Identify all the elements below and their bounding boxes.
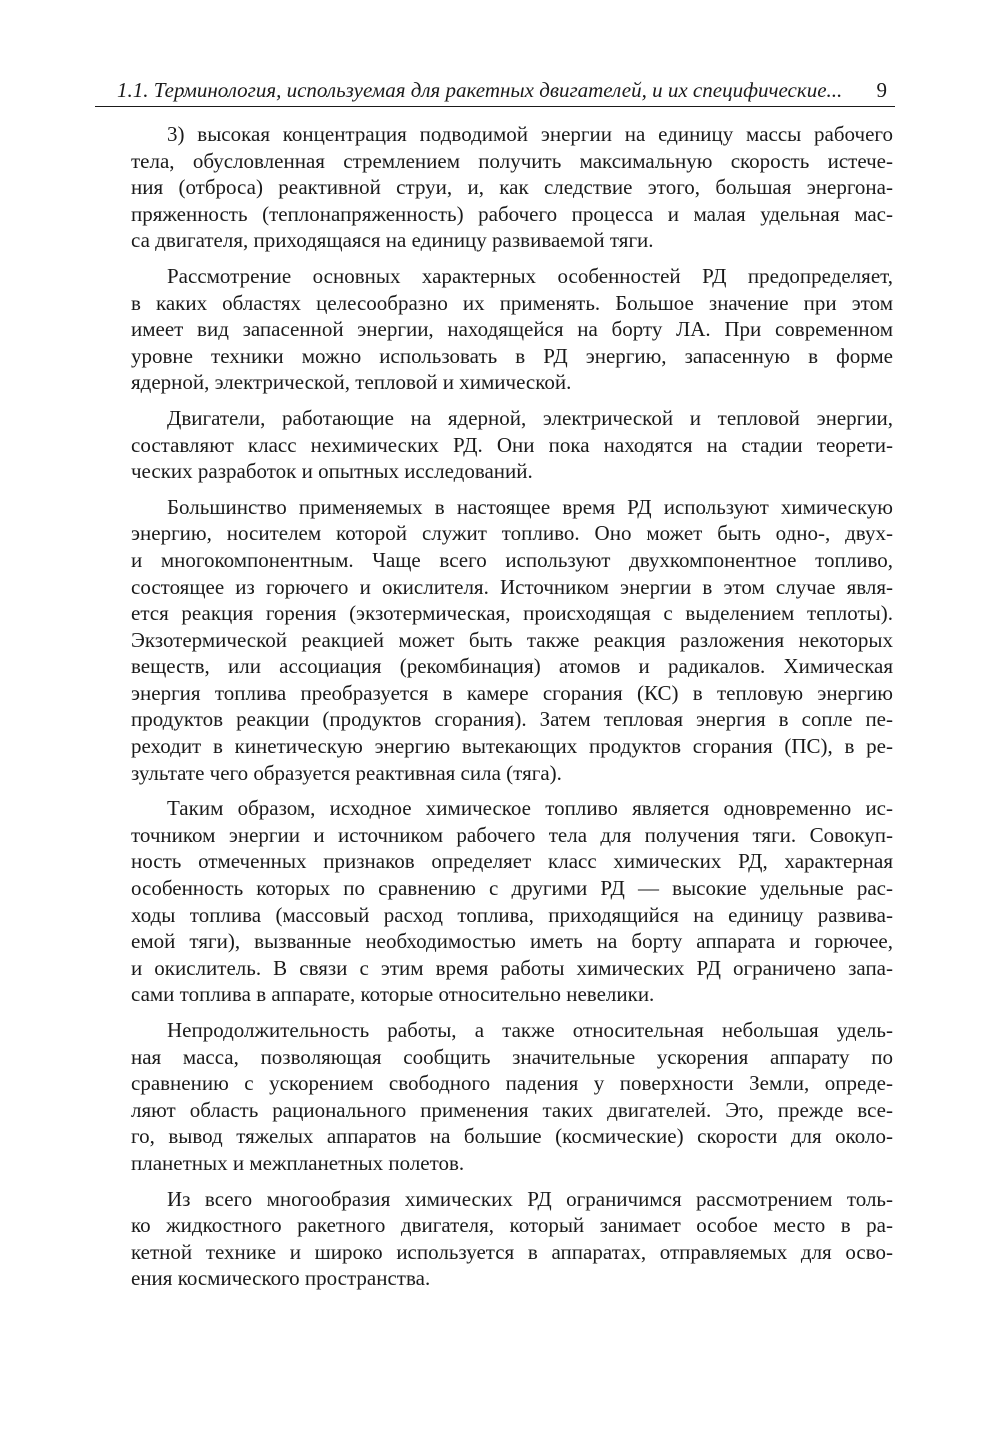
- text-line: сами топлива в аппарате, которые относительно невелики.: [131, 982, 655, 1007]
- text-line: ческих разработок и опытных исследований.: [131, 459, 533, 484]
- text-line: го, вывод тяжелых аппаратов на большие (космические) скорости для около-: [131, 1124, 893, 1149]
- header-rule: [95, 106, 895, 107]
- paragraph-1: [95, 121, 893, 254]
- page-number: 9: [876, 78, 887, 102]
- text-line: ность отмеченных признаков определяет класс химических РД, характерная: [131, 849, 893, 874]
- text-line: сравнению с ускорением свободного падения у поверхности Земли, опреде-: [131, 1071, 893, 1096]
- text-line: энергия топлива преобразуется в камере сгорания (КС) в тепловую энергию: [131, 680, 893, 705]
- text-line: планетных и межпланетных полетов.: [131, 1150, 465, 1175]
- text-line: и многокомпонентным. Чаще всего используют двухкомпонентное топливо,: [131, 547, 893, 572]
- page-header: [95, 76, 895, 104]
- paragraph-2: [95, 263, 893, 396]
- text-line: емой тяги), вызванные необходимостью иметь на борту аппарата и горючее,: [131, 929, 893, 954]
- text-line: состоящее из горючего и окислителя. Источником энергии в этом случае явля-: [131, 574, 893, 599]
- text-line: уровне техники можно использовать в РД энергию, запасенную в форме: [131, 343, 893, 368]
- text-line: пряженность (теплонапряженность) рабочего процесса и малая удельная мас-: [131, 201, 893, 226]
- text-line: ко жидкостного ракетного двигателя, который занимает особое место в ра-: [131, 1213, 893, 1238]
- text-line: ляют область рационального применения таких двигателей. Это, прежде все-: [131, 1097, 893, 1122]
- text-line: Из всего многообразия химических РД ограничимся рассмотрением толь-: [167, 1186, 893, 1211]
- text-line: ния (отброса) реактивной струи, и, как следствие этого, большая энергона-: [131, 175, 893, 200]
- text-line: ходы топлива (массовый расход топлива, приходящийся на единицу развива-: [131, 902, 893, 927]
- text-line: точником энергии и источником рабочего тела для получения тяги. Совокуп-: [131, 822, 893, 847]
- text-line: ется реакция горения (экзотермическая, происходящая с выделением теплоты).: [131, 601, 893, 626]
- running-title: 1.1. Терминология, используемая для ракетных двигателей, и их специфические...: [117, 78, 843, 102]
- paragraph-5: [95, 795, 893, 1008]
- text-line: 3) высокая концентрация подводимой энергии на единицу массы рабочего: [167, 122, 893, 146]
- text-line: и окислитель. В связи с этим время работы химических РД ограничено запа-: [131, 955, 893, 980]
- text-line: Экзотермической реакцией может быть также реакция разложения некоторых: [131, 627, 893, 652]
- paragraph-7: [95, 1186, 893, 1292]
- text-line: энергию, носителем которой служит топливо. Оно может быть одно-, двух-: [131, 521, 893, 546]
- text-line: ная масса, позволяющая сообщить значительные ускорения аппарату по: [131, 1044, 893, 1069]
- text-line: са двигателя, приходящаяся на единицу развиваемой тяги.: [131, 228, 654, 253]
- text-line: Непродолжительность работы, а также относительная небольшая удель-: [167, 1018, 893, 1042]
- text-line: Большинство применяемых в настоящее время РД используют химическую: [167, 494, 893, 519]
- text-line: ядерной, электрической, тепловой и химической.: [131, 370, 572, 395]
- text-line: зультате чего образуется реактивная сила (тяга).: [131, 760, 562, 785]
- text-line: реходит в кинетическую энергию вытекающих продуктов сгорания (ПС), в ре-: [131, 734, 893, 759]
- text-line: Рассмотрение основных характерных особенностей РД предопределяет,: [167, 263, 893, 288]
- body-text: [95, 121, 893, 1301]
- paragraph-4: [95, 494, 893, 787]
- paragraph-3: [95, 405, 893, 485]
- text-line: Двигатели, работающие на ядерной, электрической и тепловой энергии,: [167, 405, 893, 430]
- text-line: продуктов реакции (продуктов сгорания). Затем тепловая энергия в сопле пе-: [131, 707, 893, 732]
- text-line: имеет вид запасенной энергии, находящейся на борту ЛА. При современном: [131, 317, 893, 342]
- text-line: ения космического пространства.: [131, 1266, 431, 1291]
- text-line: составляют класс нехимических РД. Они пока находятся на стадии теорети-: [131, 432, 893, 457]
- text-line: в каких областях целесообразно их применять. Большое значение при этом: [131, 290, 893, 315]
- text-line: Таким образом, исходное химическое топливо является одновременно ис-: [167, 796, 893, 821]
- paragraph-6: [95, 1017, 893, 1177]
- text-line: веществ, или ассоциация (рекомбинация) атомов и радикалов. Химическая: [131, 654, 893, 679]
- text-line: особенность которых по сравнению с другими РД — высокие удельные рас-: [131, 876, 893, 901]
- text-line: тела, обусловленная стремлением получить максимальную скорость истече-: [131, 148, 893, 173]
- text-line: кетной технике и широко используется в аппаратах, отправляемых для осво-: [131, 1239, 893, 1264]
